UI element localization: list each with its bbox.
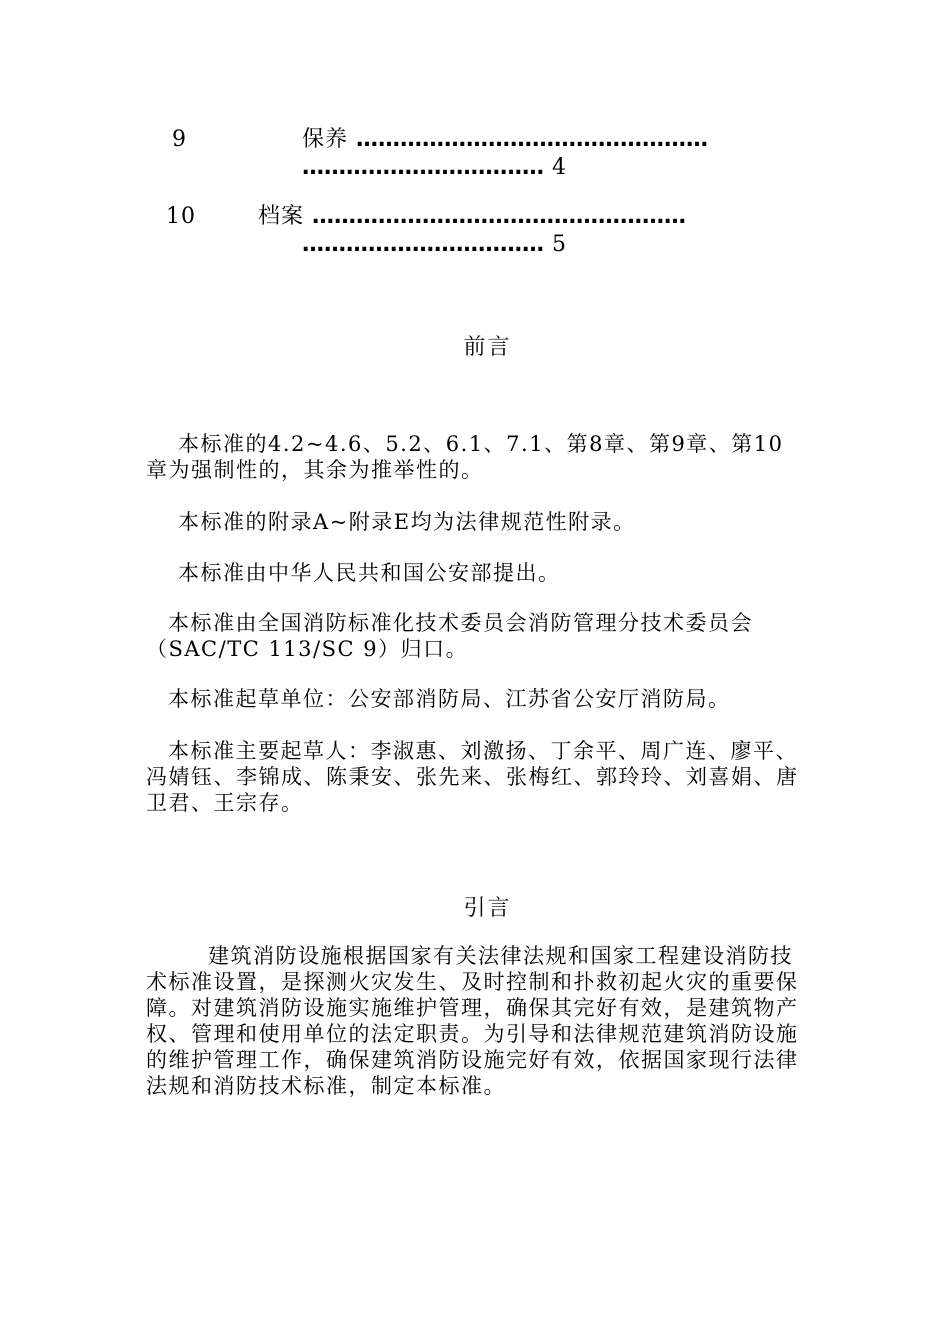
toc-leader-dots: …………………………… [302,232,544,257]
toc-leader-dots: …………………………… [302,155,544,180]
toc-leader-dots: …………………………………………… [312,204,687,229]
foreword-paragraph: 本标准主要起草人：李淑惠、刘激扬、丁余平、周广连、廖平、冯婧钰、李锦成、陈秉安、张先来、张梅红、郭玲玲、刘喜娟、唐卫君、王宗存。 [146,739,799,815]
toc-page-number: 5 [552,232,567,257]
toc-leader-dots: ………………………………………… [356,127,709,152]
toc-number: 10 [166,204,196,229]
toc-title: 保养 [302,127,349,152]
introduction-paragraph: 建筑消防设施根据国家有关法律法规和国家工程建设消防技术标准设置，是探测火灾发生、及时控制和扑救初起火灾的重要保障。对建筑消防设施实施维护管理，确保其完好有效，是建筑物产权、管理和使用单位的法定职责。为引导和法律规范建筑消防设施的维护管理工作，确保建筑消防设施完好有效，依据国家现行法律法规和消防技术标准，制定本标准。 [146,944,799,1098]
foreword-paragraph: 本标准由中华人民共和国公安部提出。 [178,561,561,585]
toc-number: 9 [172,127,187,152]
toc-title: 档案 [258,204,305,229]
foreword-paragraph: 本标准的附录A~附录E均为法律规范性附录。 [178,510,636,534]
foreword-paragraph: 本标准由全国消防标准化技术委员会消防管理分技术委员会（SAC/TC 113/SC 9）归口。 [146,611,753,661]
introduction-heading: 引言 [463,896,512,921]
foreword-heading: 前言 [463,335,512,360]
foreword-paragraph: 本标准的4.2~4.6、5.2、6.1、7.1、第8章、第9章、第10章为强制性的，其余为推举性的。 [146,432,784,482]
foreword-paragraph: 本标准起草单位：公安部消防局、江苏省公安厅消防局。 [168,687,731,711]
toc-page-number: 4 [552,155,567,180]
